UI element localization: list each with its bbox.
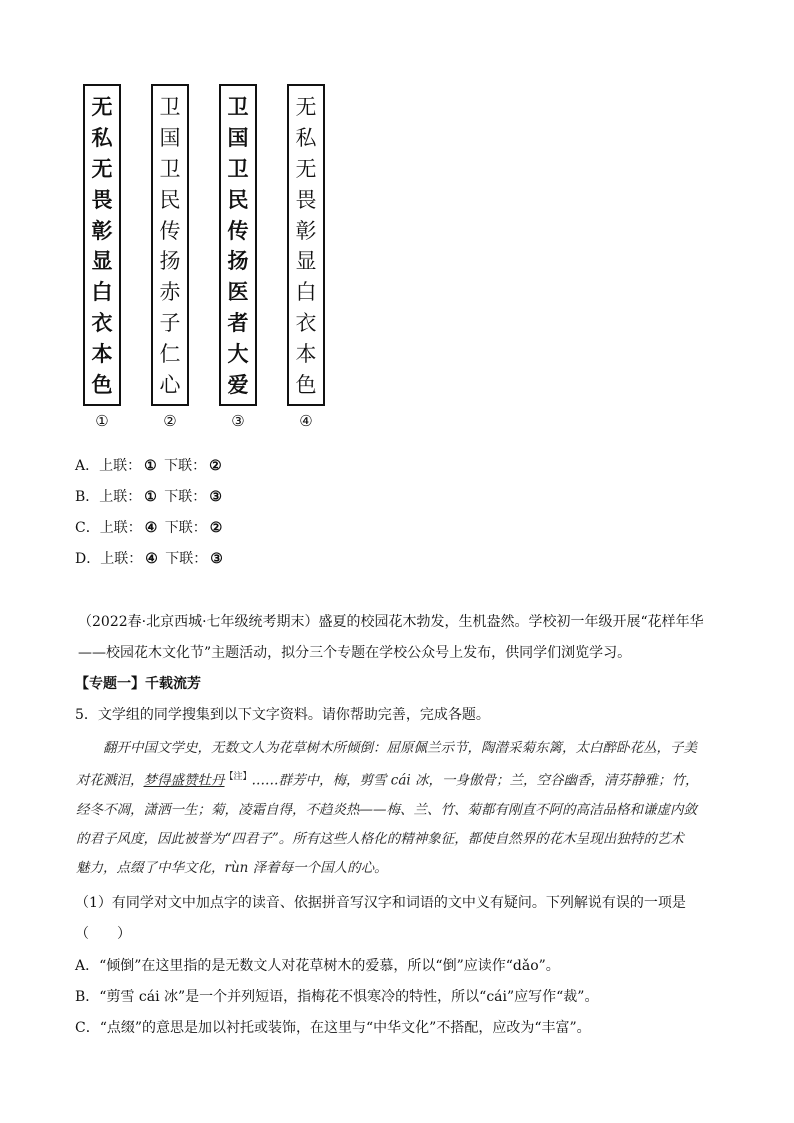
couplet-number-1: ① xyxy=(95,412,109,430)
answer-b: B．“剪雪 cái 冰”是一个并列短语，指梅花不惧寒冷的特性，所以“cái”应写作“裁”。 xyxy=(75,989,599,1005)
couplet-char: 色 xyxy=(295,372,317,397)
question-5: 5．文学组的同学搜集到以下文字资料。请你帮助完善，完成各题。 xyxy=(75,707,490,723)
option-c-label: C．上联： xyxy=(75,520,142,536)
couplet-number-2: ② xyxy=(163,412,177,430)
couplet-char: 白 xyxy=(295,280,317,305)
couplet-char: 国 xyxy=(159,125,181,150)
option-b-label: B．上联： xyxy=(75,489,142,505)
couplet-char: 本 xyxy=(91,342,113,366)
couplet-char: 赤 xyxy=(159,280,181,305)
couplet-char: 畏 xyxy=(91,187,113,212)
couplet-char: 扬 xyxy=(227,249,249,274)
couplet-char: 子 xyxy=(159,311,181,336)
passage-line-3: 经冬不凋，潇洒一生；菊，凌霜自得，不趋炎热——梅、兰、竹、菊都有刚直不阿的高洁品格和谦虚内敛 xyxy=(76,801,697,818)
footnote-marker: 【注】 xyxy=(224,772,252,782)
passage-line-2 xyxy=(76,767,720,791)
intro-line-2: ——校园花木文化节”主题活动，拟分三个专题在学校公众号上发布，供同学们浏览学习。 xyxy=(78,645,632,661)
couplet-char: 心 xyxy=(159,372,181,397)
couplet-char: 仁 xyxy=(159,342,181,366)
couplet-char: 传 xyxy=(159,218,181,243)
couplet-char: 卫 xyxy=(227,156,249,181)
couplet-char: 显 xyxy=(91,249,113,274)
passage-line-2b: ……群芳中，梅，剪雪 cái 冰，一身傲骨；兰，空谷幽香，清芬静雅；竹， xyxy=(251,772,699,789)
option-c-mid: 下联： xyxy=(160,520,207,536)
option-c xyxy=(75,518,225,538)
option-b-up: ① xyxy=(144,489,157,505)
couplet-char: 医 xyxy=(227,280,249,305)
answer-a: A．“倾倒”在这里指的是无数文人对花草树木的爱慕，所以“倒”应读作“dǎo”。 xyxy=(75,958,560,974)
option-c-up: ④ xyxy=(144,520,158,536)
couplet-scroll-1 xyxy=(83,84,121,406)
couplet-char: 白 xyxy=(91,280,113,305)
option-a-up: ① xyxy=(144,458,157,474)
passage-underlined: 梦得盛赞牡丹 xyxy=(143,772,225,789)
couplet-char: 卫 xyxy=(159,95,181,119)
option-a-down: ② xyxy=(209,458,222,474)
couplet-char: 私 xyxy=(91,125,113,150)
couplet-scroll-2 xyxy=(151,84,189,406)
couplet-char: 民 xyxy=(159,187,181,212)
couplet-char: 彰 xyxy=(295,218,317,243)
couplet-char: 无 xyxy=(295,95,317,119)
option-a xyxy=(75,456,225,476)
couplet-char: 私 xyxy=(295,125,317,150)
couplet-char: 彰 xyxy=(91,218,113,243)
couplet-char: 卫 xyxy=(227,95,249,119)
passage-line-1: 翻开中国文学史，无数文人为花草树木所倾倒：屈原佩兰示节，陶潜采菊东篱，太白醉卧花丛，子美 xyxy=(103,740,697,756)
passage-line-5: 魅力，点缀了中华文化，rùn 泽着每一个国人的心。 xyxy=(76,859,388,876)
option-b-mid: 下联： xyxy=(159,489,207,505)
couplet-number-4: ④ xyxy=(299,412,313,430)
sub-question-1: （1）有同学对文中加点字的读音、依据拼音写汉字和词语的文中义有疑问。下列解说有误的一项是 xyxy=(75,895,686,911)
couplet-char: 显 xyxy=(295,249,317,274)
couplet-char: 畏 xyxy=(295,187,317,212)
answer-c: C．“点缀”的意思是加以衬托或装饰，在这里与“中华文化”不搭配，应改为“丰富”。 xyxy=(75,1020,591,1036)
couplet-number-3: ③ xyxy=(231,412,245,430)
couplet-char: 无 xyxy=(91,95,113,119)
couplet-scroll-4 xyxy=(287,84,325,406)
couplet-char: 无 xyxy=(91,156,113,181)
couplet-char: 传 xyxy=(227,218,249,243)
topic-heading: 【专题一】千载流芳 xyxy=(75,676,201,692)
couplet-char: 爱 xyxy=(227,372,249,397)
option-d-down: ③ xyxy=(210,551,223,567)
option-d-label: D．上联： xyxy=(75,551,143,567)
option-c-down: ② xyxy=(209,520,223,536)
passage-line-4: 的君子风度，因此被誉为“四君子”。所有这些人格化的精神象征，都使自然界的花木呈现出独特的艺术 xyxy=(76,830,684,847)
couplet-char: 民 xyxy=(227,187,249,212)
couplet-char: 卫 xyxy=(159,156,181,181)
option-d-mid: 下联： xyxy=(160,551,208,567)
option-d xyxy=(75,549,226,569)
couplet-char: 色 xyxy=(91,372,113,397)
couplet-char: 扬 xyxy=(159,249,181,274)
passage-line-2a: 对花溅泪， xyxy=(76,772,144,789)
intro-line-1: （2022春·北京西城·七年级统考期末）盛夏的校园花木勃发，生机盎然。学校初一年级开展“花样年华 xyxy=(78,614,704,630)
couplet-char: 无 xyxy=(295,156,317,181)
couplet-char: 国 xyxy=(227,125,249,150)
couplet-scroll-3 xyxy=(219,84,257,406)
couplet-char: 衣 xyxy=(91,311,113,336)
option-a-mid: 下联： xyxy=(159,458,207,474)
passage xyxy=(76,738,720,887)
option-b-down: ③ xyxy=(209,489,222,505)
couplet-char: 本 xyxy=(295,342,317,366)
option-a-label: A．上联： xyxy=(75,458,142,474)
couplet-char: 者 xyxy=(227,311,249,336)
option-b xyxy=(75,487,225,507)
option-d-up: ④ xyxy=(145,551,158,567)
couplet-char: 大 xyxy=(227,342,249,366)
answer-blank: （ ） xyxy=(75,926,131,942)
couplet-char: 衣 xyxy=(295,311,317,336)
